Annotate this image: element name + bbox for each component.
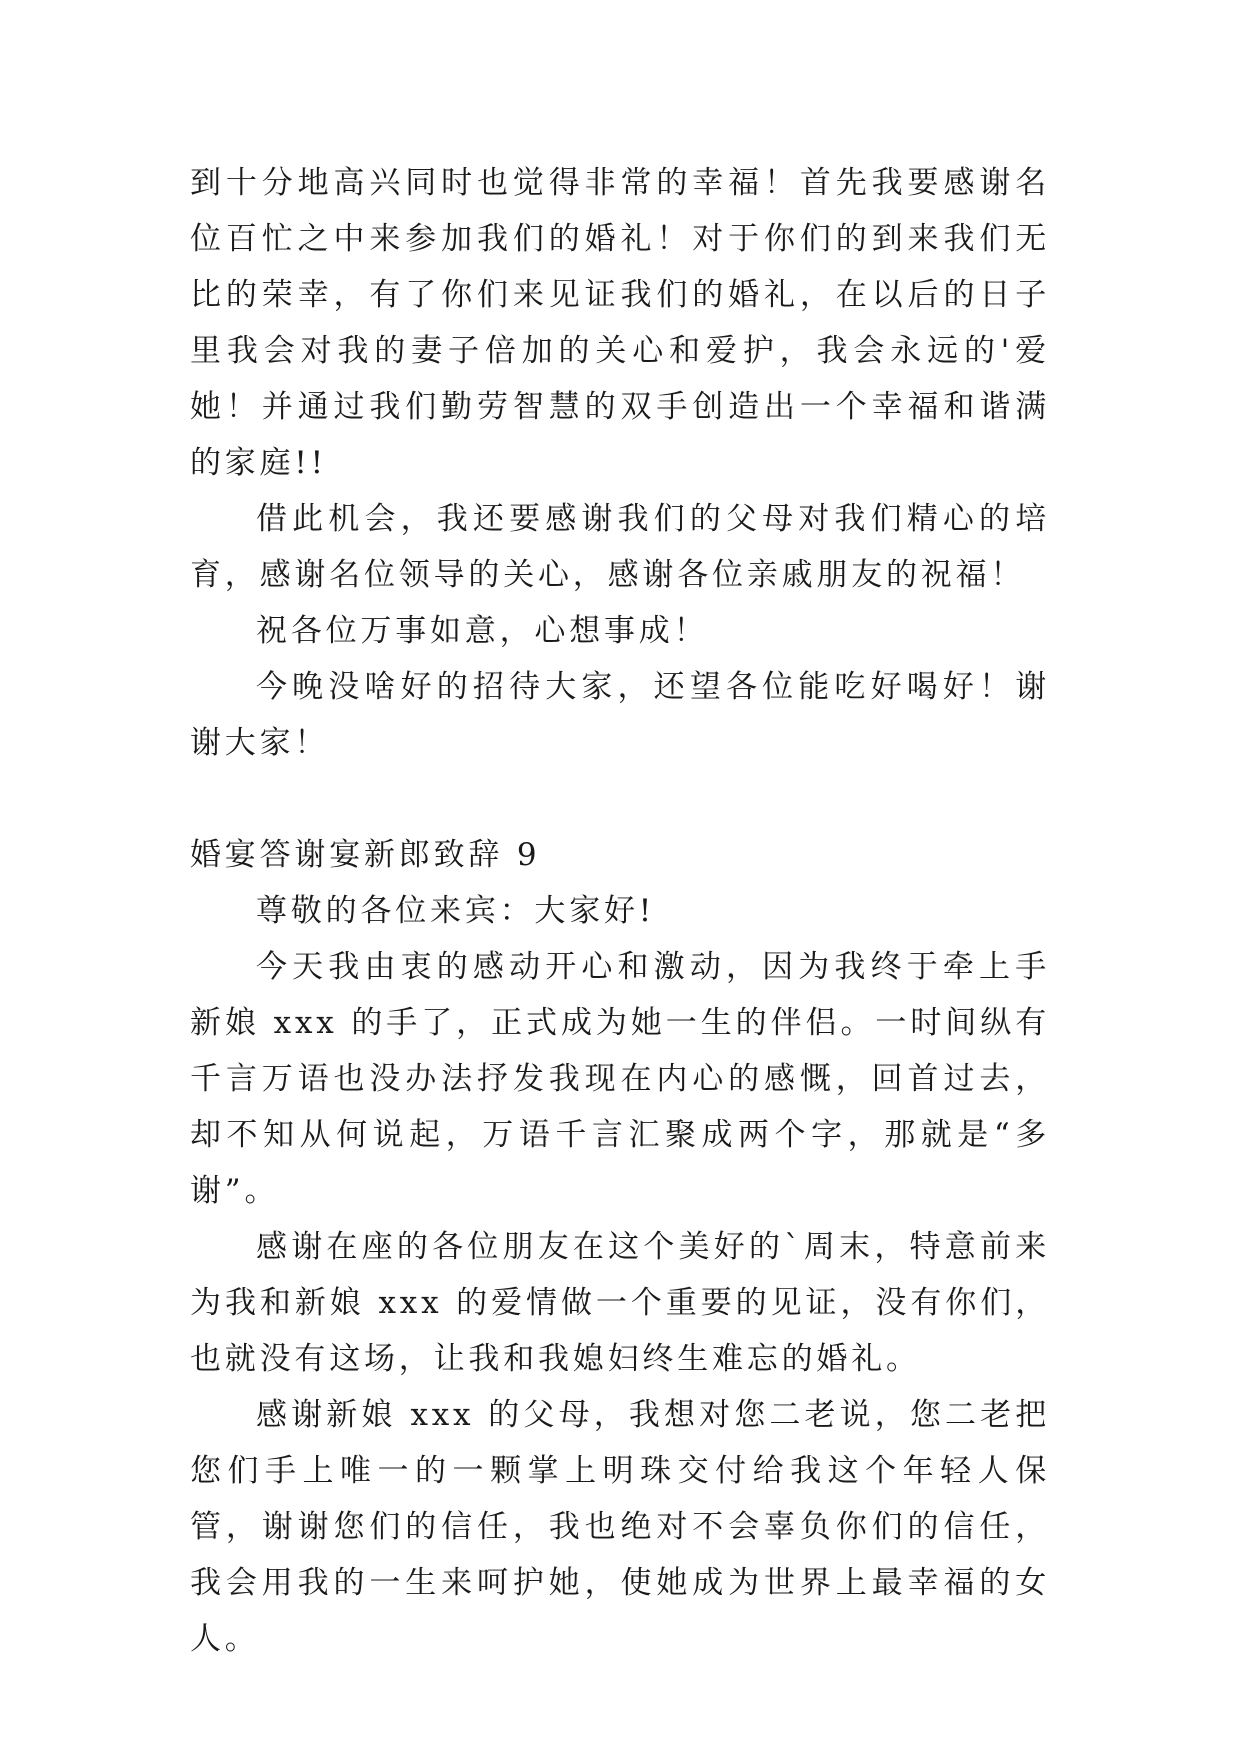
paragraph-gratitude: 今天我由衷的感动开心和激动，因为我终于牵上手新娘 xxx 的手了，正式成为她一生的伴侣。一时间纵有千言万语也没办法抒发我现在内心的感慨，回首过去，却不知从何说起，万语千言汇聚成两个字，那就是“多谢”。 [190, 949, 1050, 1209]
paragraph-wishes: 祝各位万事如意，心想事成！ [256, 613, 709, 649]
document-body [190, 155, 1050, 1667]
paragraph-thanks-friends: 感谢在座的各位朋友在这个美好的`周末，特意前来为我和新娘 xxx 的爱情做一个重要的见证，没有你们，也就没有这场，让我和我媳妇终生难忘的婚礼。 [190, 1229, 1050, 1377]
section-spacer [190, 771, 1050, 827]
section-heading: 婚宴答谢宴新郎致辞 9 [190, 837, 541, 873]
paragraph-opening: 到十分地高兴同时也觉得非常的幸福！首先我要感谢名位百忙之中来参加我们的婚礼！对于你们的到来我们无比的荣幸，有了你们来见证我们的婚礼，在以后的日子里我会对我的妻子倍加的关心和爱护，我会永远的'爱她！并通过我们勤劳智慧的双手创造出一个幸福和谐满的家庭!! [190, 165, 1050, 481]
paragraph-thanks-parents: 借此机会，我还要感谢我们的父母对我们精心的培育，感谢名位领导的关心，感谢各位亲戚朋友的祝福！ [190, 501, 1050, 593]
paragraph-greeting: 尊敬的各位来宾：大家好! [256, 893, 656, 929]
paragraph-closing: 今晚没啥好的招待大家，还望各位能吃好喝好！谢谢大家！ [190, 669, 1050, 761]
paragraph-thanks-bride-parents: 感谢新娘 xxx 的父母，我想对您二老说，您二老把您们手上唯一的一颗掌上明珠交付给我这个年轻人保管，谢谢您们的信任，我也绝对不会辜负你们的信任，我会用我的一生来呵护她，使她成为世界上最幸福的女人。 [190, 1397, 1050, 1657]
